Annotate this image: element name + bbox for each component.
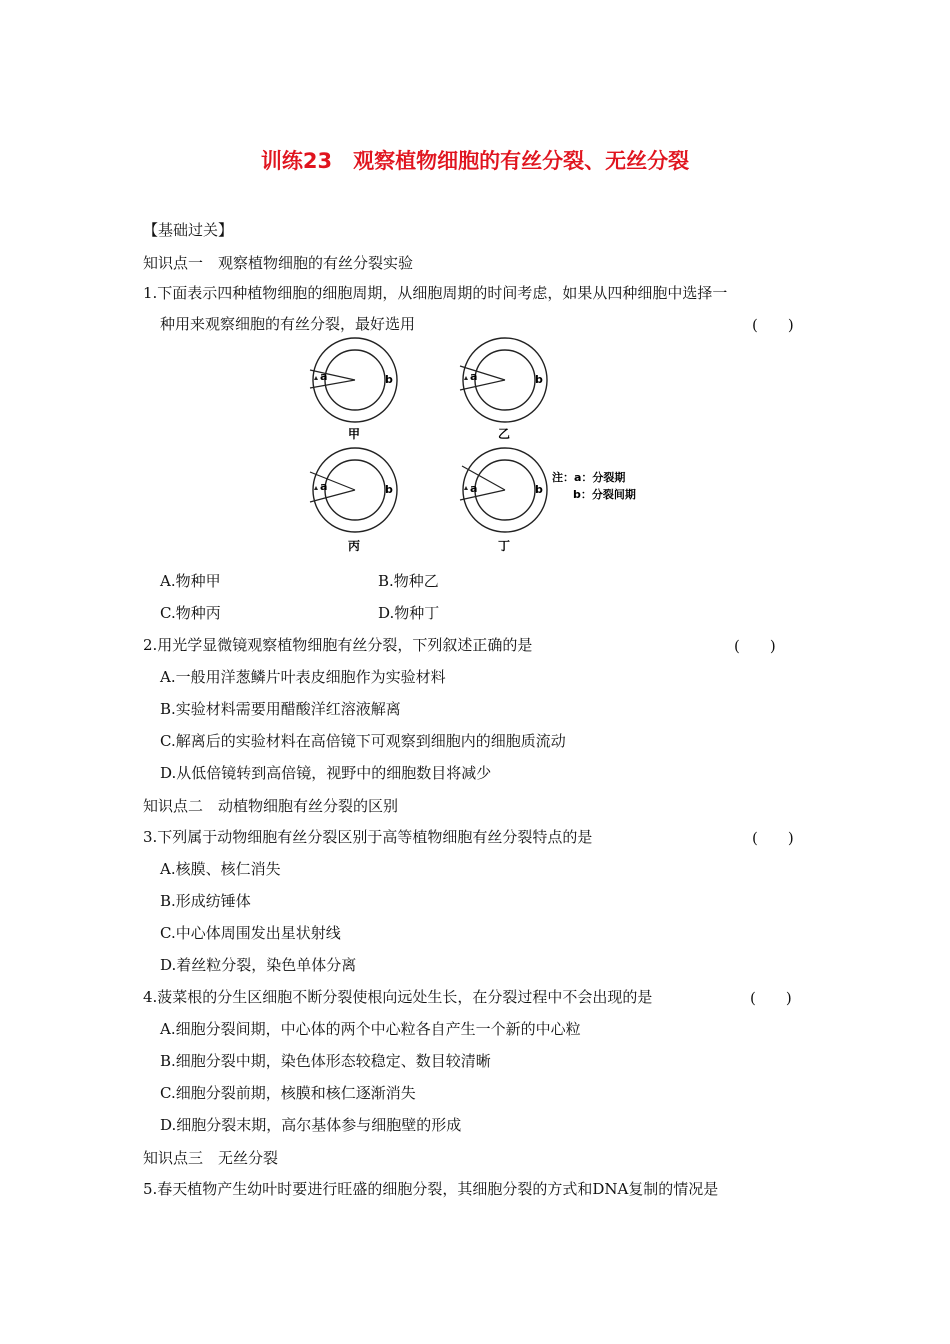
cell-cycle-diagram-bing bbox=[310, 448, 397, 553]
q3-answer-blank[interactable]: ( ) bbox=[752, 829, 794, 847]
figure-note-line1: 注：a：分裂期 bbox=[552, 471, 626, 484]
phase-a-label: a bbox=[320, 370, 328, 383]
knowledge-point-3: 知识点三 无丝分裂 bbox=[143, 1149, 279, 1167]
diagram-label-ding: 丁 bbox=[498, 539, 511, 553]
q3-option-c[interactable]: C.中心体周围发出星状射线 bbox=[160, 924, 341, 942]
q2-option-a[interactable]: A.一般用洋葱鳞片叶表皮细胞作为实验材料 bbox=[160, 668, 446, 686]
q4-stem: 4.菠菜根的分生区细胞不断分裂使根向远处生长，在分裂过程中不会出现的是 bbox=[143, 988, 653, 1006]
q2-answer-blank[interactable]: ( ) bbox=[734, 637, 776, 655]
q2-stem: 2.用光学显微镜观察植物细胞有丝分裂，下列叙述正确的是 bbox=[143, 636, 533, 654]
q3-option-a[interactable]: A.核膜、核仁消失 bbox=[160, 860, 281, 878]
q3-option-d[interactable]: D.着丝粒分裂，染色单体分离 bbox=[160, 956, 357, 974]
diagram-label-bing: 丙 bbox=[348, 539, 361, 553]
phase-a-label: a bbox=[470, 482, 478, 495]
q1-answer-blank[interactable]: ( ) bbox=[752, 316, 794, 334]
phase-b-label: b bbox=[535, 373, 543, 386]
q2-option-d[interactable]: D.从低倍镜转到高倍镜，视野中的细胞数目将减少 bbox=[160, 764, 492, 782]
q1-option-d[interactable]: D.物种丁 bbox=[378, 604, 440, 622]
knowledge-point-1: 知识点一 观察植物细胞的有丝分裂实验 bbox=[143, 254, 414, 272]
cell-cycle-diagram-jia bbox=[310, 338, 397, 441]
q5-stem: 5.春天植物产生幼叶时要进行旺盛的细胞分裂，其细胞分裂的方式和DNA复制的情况是 bbox=[143, 1180, 719, 1198]
q3-option-b[interactable]: B.形成纺锤体 bbox=[160, 892, 251, 910]
q1-stem-line1: 1.下面表示四种植物细胞的细胞周期，从细胞周期的时间考虑，如果从四种细胞中选择一 bbox=[143, 284, 728, 302]
q4-option-d[interactable]: D.细胞分裂末期，高尔基体参与细胞壁的形成 bbox=[160, 1116, 462, 1134]
q1-option-a[interactable]: A.物种甲 bbox=[160, 572, 221, 590]
q1-option-b[interactable]: B.物种乙 bbox=[378, 572, 439, 590]
q1-option-c[interactable]: C.物种丙 bbox=[160, 604, 221, 622]
phase-a-label: a bbox=[470, 370, 478, 383]
knowledge-point-2: 知识点二 动植物细胞有丝分裂的区别 bbox=[143, 797, 399, 815]
page-title: 训练23 观察植物细胞的有丝分裂、无丝分裂 bbox=[260, 149, 690, 173]
q4-answer-blank[interactable]: ( ) bbox=[750, 989, 792, 1007]
cell-cycle-diagram-yi bbox=[460, 338, 547, 441]
diagram-label-yi: 乙 bbox=[498, 427, 511, 441]
cell-cycle-diagram-ding bbox=[460, 448, 547, 553]
figure-note-line2: b：分裂间期 bbox=[573, 488, 636, 501]
phase-b-label: b bbox=[535, 483, 543, 496]
phase-a-label: a bbox=[320, 480, 328, 493]
q4-option-b[interactable]: B.细胞分裂中期，染色体形态较稳定、数目较清晰 bbox=[160, 1052, 491, 1070]
q2-option-b[interactable]: B.实验材料需要用醋酸洋红溶液解离 bbox=[160, 700, 401, 718]
cell-cycle-figure bbox=[290, 330, 660, 560]
diagram-label-jia: 甲 bbox=[348, 427, 361, 441]
section-header: 【基础过关】 bbox=[143, 221, 234, 239]
q4-option-c[interactable]: C.细胞分裂前期，核膜和核仁逐渐消失 bbox=[160, 1084, 416, 1102]
q4-option-a[interactable]: A.细胞分裂间期，中心体的两个中心粒各自产生一个新的中心粒 bbox=[160, 1020, 581, 1038]
q1-stem-line2: 种用来观察细胞的有丝分裂，最好选用 bbox=[160, 315, 416, 333]
q2-option-c[interactable]: C.解离后的实验材料在高倍镜下可观察到细胞内的细胞质流动 bbox=[160, 732, 566, 750]
q3-stem: 3.下列属于动物细胞有丝分裂区别于高等植物细胞有丝分裂特点的是 bbox=[143, 828, 593, 846]
phase-b-label: b bbox=[385, 483, 393, 496]
phase-b-label: b bbox=[385, 373, 393, 386]
